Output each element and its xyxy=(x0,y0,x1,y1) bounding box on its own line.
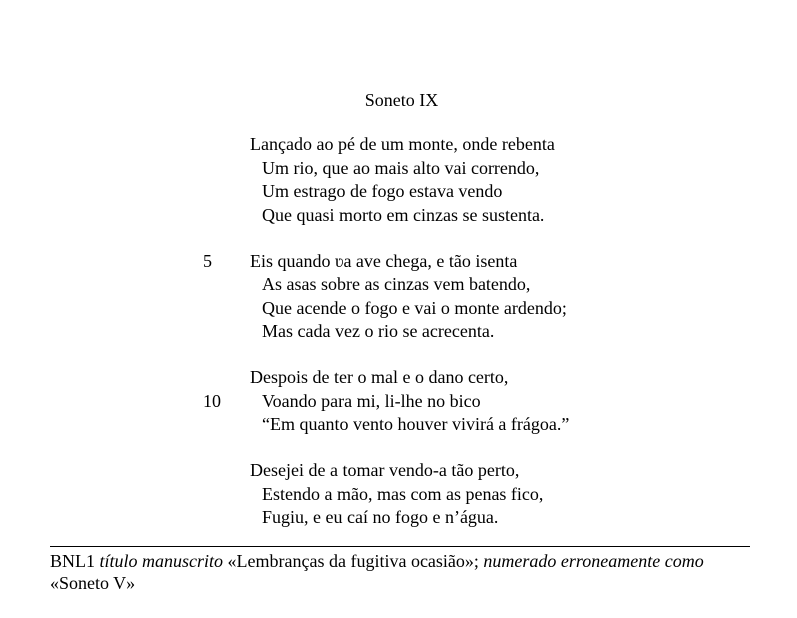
verse-text: Fugiu, e eu caí no fogo e n’água. xyxy=(262,507,499,527)
critical-apparatus-note xyxy=(50,550,750,594)
line-number: 10 xyxy=(203,390,221,411)
note-label-numbering: numerado erroneamente como xyxy=(483,551,704,571)
footnote-rule xyxy=(50,546,750,547)
stanza-3 xyxy=(0,366,797,437)
verse-text: Voando para mi, li-lhe no bico xyxy=(262,390,481,411)
line-number: 5 xyxy=(203,250,212,271)
poem-title: Soneto IX xyxy=(364,90,439,110)
stanza-4 xyxy=(0,459,797,530)
note-label-title: título manuscrito xyxy=(99,551,224,571)
verse-line xyxy=(0,506,797,530)
note-numbering: «Soneto V» xyxy=(50,573,136,593)
verse-line xyxy=(0,133,797,157)
note-manuscript-title: «Lembranças da fugitiva ocasião»; xyxy=(227,551,479,571)
verse-text: Que acende o fogo e vai o monte ardendo; xyxy=(262,297,567,318)
verse-text: Que quasi morto em cinzas se sustenta. xyxy=(262,204,545,225)
stanza-1 xyxy=(0,133,797,227)
verse-line xyxy=(0,390,797,414)
verse-text: Estendo a mão, mas com as penas fico, xyxy=(262,483,544,504)
verse-line xyxy=(0,459,797,483)
poem-body xyxy=(0,133,797,552)
verse-line xyxy=(0,250,797,274)
verse-line xyxy=(0,483,797,507)
verse-text: Lançado ao pé de um monte, onde rebenta xyxy=(250,134,555,154)
stanza-2 xyxy=(0,250,797,344)
verse-line xyxy=(0,157,797,181)
verse-line xyxy=(0,297,797,321)
verse-text: “Em quanto vento houver vivirá a frágoa.” xyxy=(262,414,570,434)
verse-line xyxy=(0,413,797,437)
note-source: BNL1 xyxy=(50,551,95,571)
verse-text: Despois de ter o mal e o dano certo, xyxy=(250,367,509,387)
verse-line xyxy=(0,273,797,297)
verse-text: Mas cada vez o rio se acrecenta. xyxy=(262,321,495,341)
verse-line xyxy=(0,366,797,390)
verse-text: Desejei de a tomar vendo-a tão perto, xyxy=(250,460,520,480)
verse-line xyxy=(0,204,797,228)
verse-line xyxy=(0,180,797,204)
verse-text: As asas sobre as cinzas vem batendo, xyxy=(262,274,531,294)
verse-text: Um estrago de fogo estava vendo xyxy=(262,181,503,201)
verse-text: Eis quando ʋa ave chega, e tão isenta xyxy=(250,250,518,271)
verse-line xyxy=(0,320,797,344)
verse-text: Um rio, que ao mais alto vai correndo, xyxy=(262,157,540,178)
